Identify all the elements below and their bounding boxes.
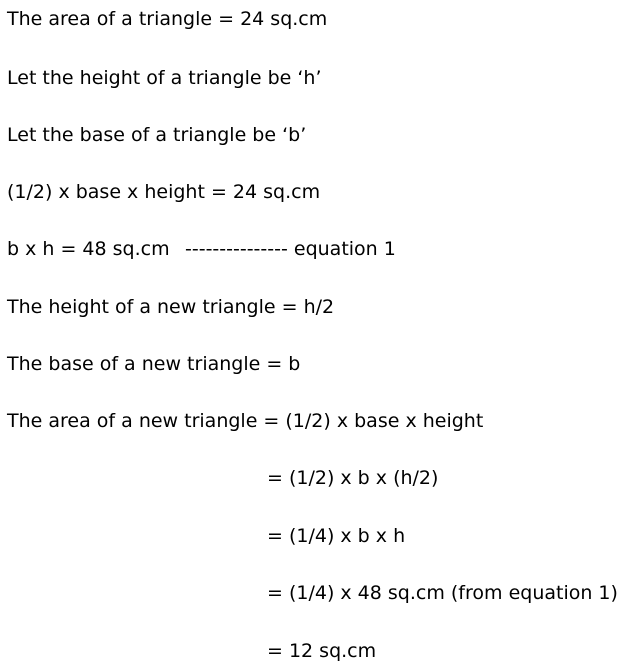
- new-base-line: The base of a new triangle = b: [7, 353, 301, 375]
- equation-1-expression: b x h = 48 sq.cm: [7, 238, 170, 260]
- new-area-formula-line: The area of a new triangle = (1/2) x base x height: [7, 410, 484, 432]
- base-definition-line: Let the base of a triangle be ‘b’: [7, 124, 307, 146]
- height-definition-line: Let the height of a triangle be ‘h’: [7, 67, 322, 89]
- equation-1-line: [7, 237, 396, 261]
- equation-substitution-step-line: = (1/4) x 48 sq.cm (from equation 1): [267, 582, 618, 604]
- final-answer-line: = 12 sq.cm: [267, 640, 377, 662]
- simplification-step-line: = (1/4) x b x h: [267, 525, 406, 547]
- area-formula-line: (1/2) x base x height = 24 sq.cm: [7, 181, 321, 203]
- new-height-line: The height of a new triangle = h/2: [7, 296, 335, 318]
- equation-1-label: --------------- equation 1: [185, 238, 396, 260]
- given-area-line: The area of a triangle = 24 sq.cm: [7, 8, 328, 30]
- substitution-step-line: = (1/2) x b x (h/2): [267, 467, 439, 489]
